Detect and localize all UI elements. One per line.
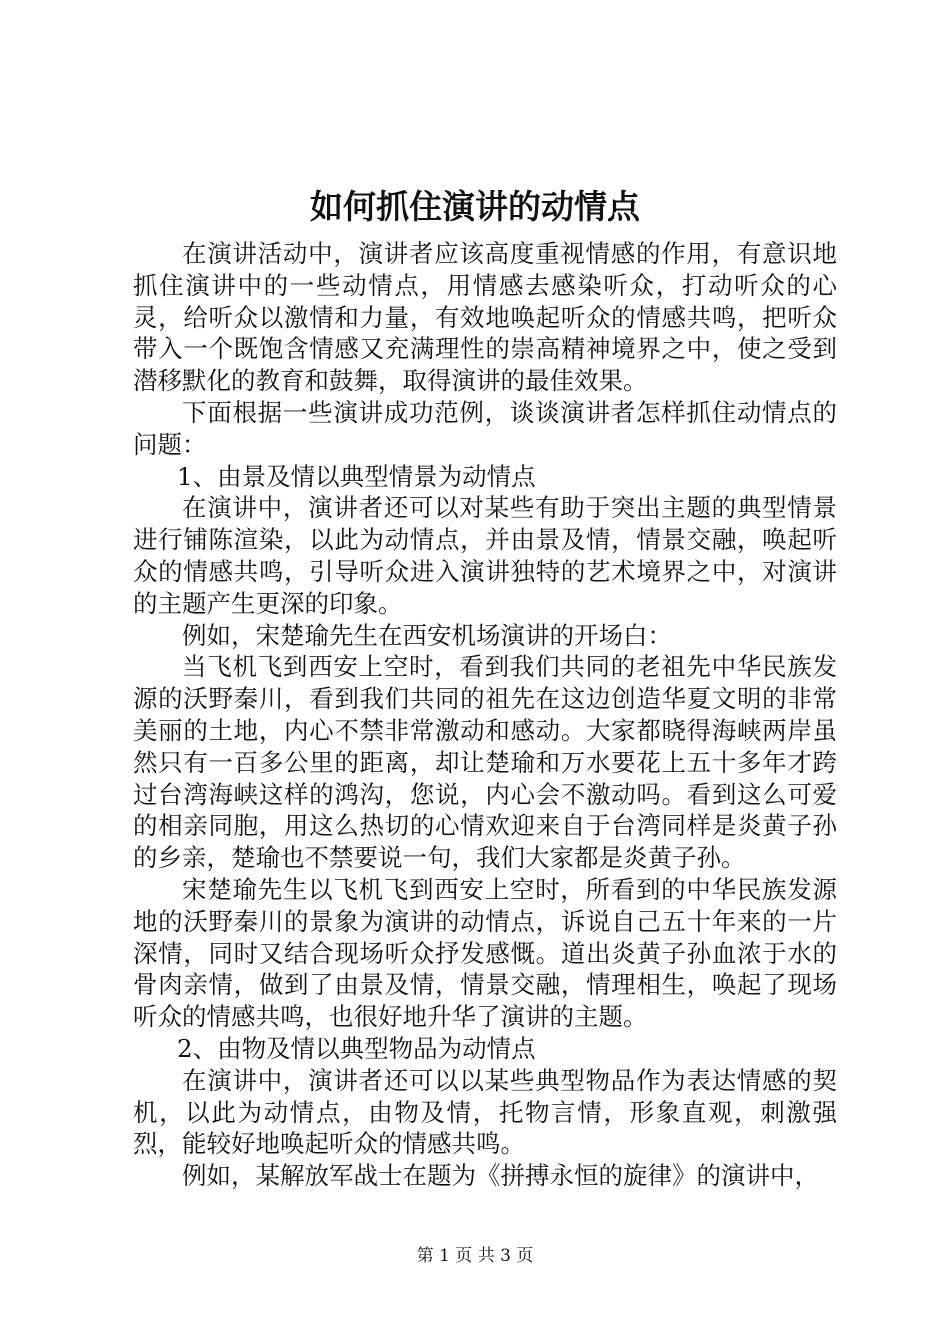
document-body	[133, 238, 837, 1192]
paragraph-example-intro: 例如，宋楚瑜先生在西安机场演讲的开场白：	[182, 620, 672, 650]
paragraph-intro: 在演讲活动中，演讲者应该高度重视情感的作用，有意识地抓住演讲中的一些动情点，用情感去感染听众，打动听众的心灵，给听众以激情和力量，有效地唤起听众的情感共鸣，把听众带入一个既饱含情感又充满理性的崇高精神境界之中，使之受到潜移默化的教育和鼓舞，取得演讲的最佳效果。	[133, 239, 837, 396]
paragraph-overview: 下面根据一些演讲成功范例，谈谈演讲者怎样抓住动情点的问题：	[133, 397, 837, 459]
paragraph-speech-quote: 当飞机飞到西安上空时，看到我们共同的老祖先中华民族发源的沃野秦川，看到我们共同的祖先在这边创造华夏文明的非常美丽的土地，内心不禁非常激动和感动。大家都晓得海峡两岸虽然只有一百多公里的距离，却让楚瑜和万水要花上五十多年才跨过台湾海峡这样的鸿沟，您说，内心会不激动吗。看到这么可爱的相亲同胞，用这么热切的心情欢迎来自于台湾同样是炎黄子孙的乡亲，楚瑜也不禁要说一句，我们大家都是炎黄子孙。	[133, 652, 837, 873]
paragraph-example-2: 例如，某解放军战士在题为《拼搏永恒的旋律》的演讲中，	[182, 1161, 819, 1191]
page-footer: 第 1 页 共 3 页	[416, 1246, 534, 1266]
section-heading-2: 2、由物及情以典型物品为动情点	[177, 1033, 536, 1063]
section-heading-1: 1、由景及情以典型情景为动情点	[177, 461, 536, 491]
document-title: 如何抓住演讲的动情点	[310, 187, 640, 226]
paragraph-section2-explanation: 在演讲中，演讲者还可以以某些典型物品作为表达情感的契机，以此为动情点，由物及情，托物言情，形象直观，刺激强烈，能较好地唤起听众的情感共鸣。	[133, 1065, 837, 1159]
paragraph-analysis: 宋楚瑜先生以飞机飞到西安上空时，所看到的中华民族发源地的沃野秦川的景象为演讲的动情点，诉说自己五十年来的一片深情，同时又结合现场听众抒发感慨。道出炎黄子孙血浓于水的骨肉亲情，做到了由景及情，情景交融，情理相生，唤起了现场听众的情感共鸣，也很好地升华了演讲的主题。	[133, 874, 837, 1032]
paragraph-section1-explanation: 在演讲中，演讲者还可以对某些有助于突出主题的典型情景进行铺陈渲染，以此为动情点，并由景及情，情景交融，唤起听众的情感共鸣，引导听众进入演讲独特的艺术境界之中，对演讲的主题产生更深的印象。	[133, 493, 837, 618]
